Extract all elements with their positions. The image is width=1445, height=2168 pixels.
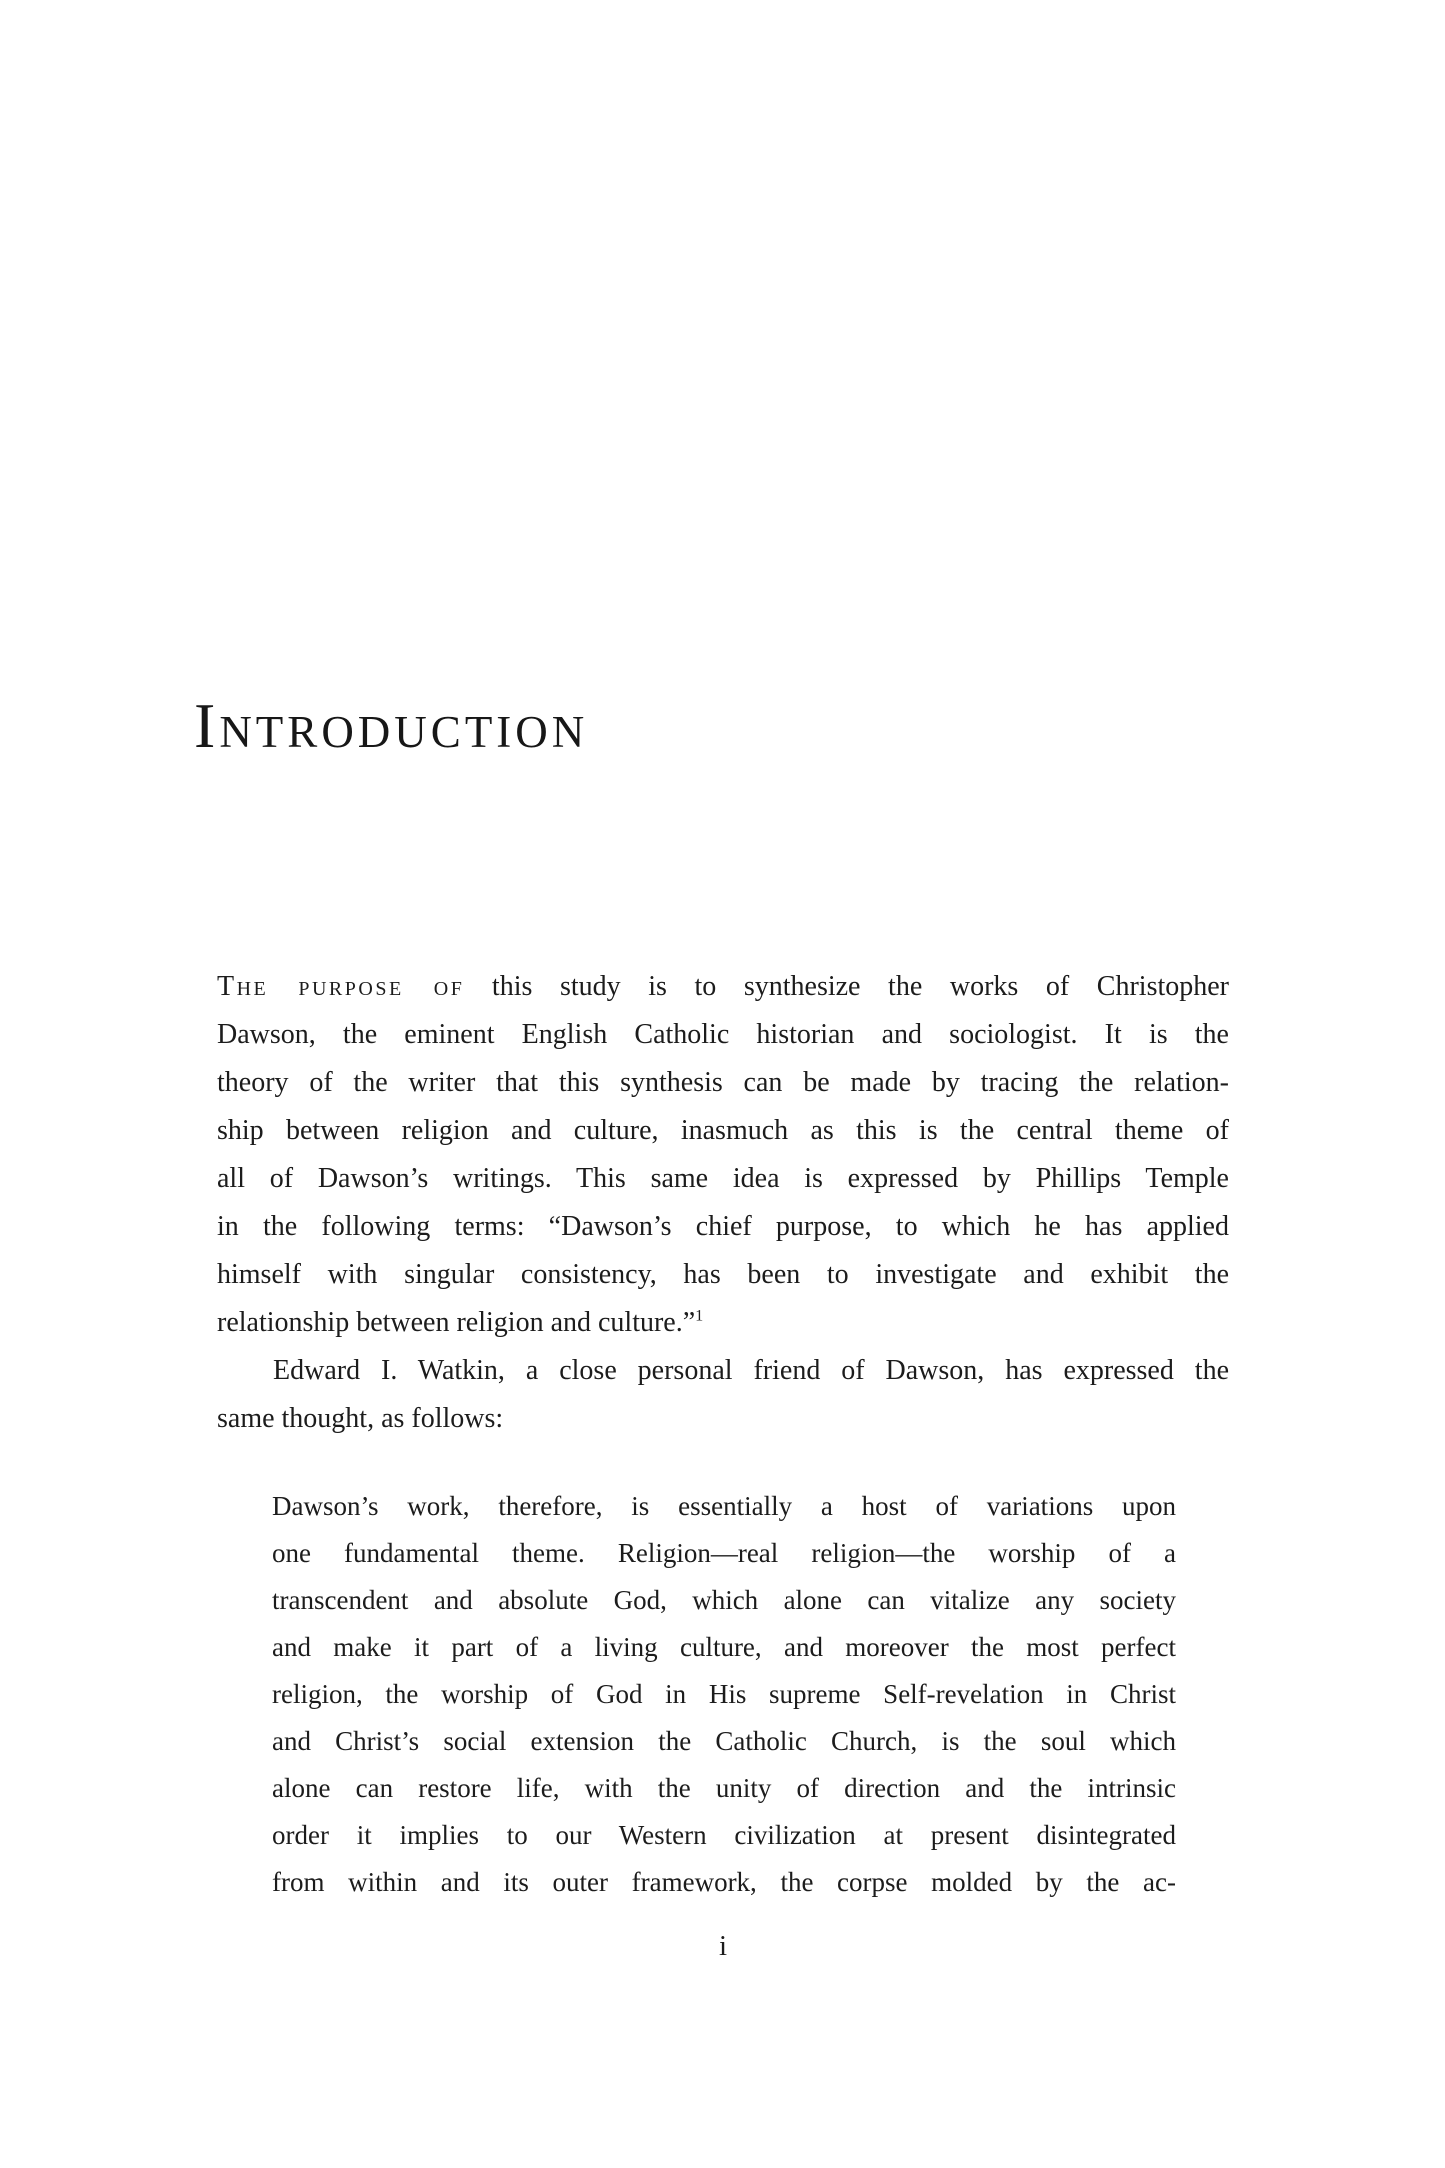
text-line: transcendent and absolute God, which alone can vitalize any society xyxy=(272,1585,1176,1615)
text-line: and Christ’s social extension the Catholic Church, is the soul which xyxy=(272,1726,1176,1756)
footnote-marker: 1 xyxy=(695,1306,704,1325)
text-line: order it implies to our Western civilization at present disintegrated xyxy=(272,1820,1176,1850)
text-line: all of Dawson’s writings. This same idea is expressed by Phillips Temple xyxy=(217,1163,1229,1194)
text-line: from within and its outer framework, the corpse molded by the ac- xyxy=(272,1867,1176,1897)
watkin-paragraph-last-line: same thought, as follows: xyxy=(217,1403,504,1434)
text-line: Dawson, the eminent English Catholic historian and sociologist. It is the xyxy=(217,1019,1229,1050)
text-line: ship between religion and culture, inasmuch as this is the central theme of xyxy=(217,1115,1229,1146)
text-line xyxy=(217,1299,1229,1347)
text-line: theory of the writer that this synthesis can be made by tracing the relation- xyxy=(217,1067,1229,1098)
text-line: himself with singular consistency, has been to investigate and exhibit the xyxy=(217,1259,1229,1290)
text-line: Dawson’s work, therefore, is essentially a host of variations upon xyxy=(272,1491,1176,1521)
lead-smallcaps: The purpose of xyxy=(217,971,465,1002)
page-title: Introduction xyxy=(194,689,589,761)
text-line xyxy=(217,963,1229,1011)
paragraph-lines xyxy=(217,1011,1229,1299)
block-quote xyxy=(272,1483,1176,1906)
text-line: alone can restore life, with the unity of direction and the intrinsic xyxy=(272,1773,1176,1803)
first-line-rest: this study is to synthesize the works of Christopher xyxy=(464,971,1229,1002)
watkin-paragraph-first-line: Edward I. Watkin, a close personal friend of Dawson, has expressed the xyxy=(273,1355,1229,1386)
paragraph-last-line: relationship between religion and culture.” xyxy=(217,1307,696,1338)
text-line: one fundamental theme. Religion—real religion—the worship of a xyxy=(272,1538,1176,1568)
opening-paragraph xyxy=(217,963,1229,1443)
page-number: i xyxy=(718,1930,728,1962)
text-line: religion, the worship of God in His supreme Self-revelation in Christ xyxy=(272,1679,1176,1709)
text-line: and make it part of a living culture, and moreover the most perfect xyxy=(272,1632,1176,1662)
text-line: in the following terms: “Dawson’s chief purpose, to which he has applied xyxy=(217,1211,1229,1242)
